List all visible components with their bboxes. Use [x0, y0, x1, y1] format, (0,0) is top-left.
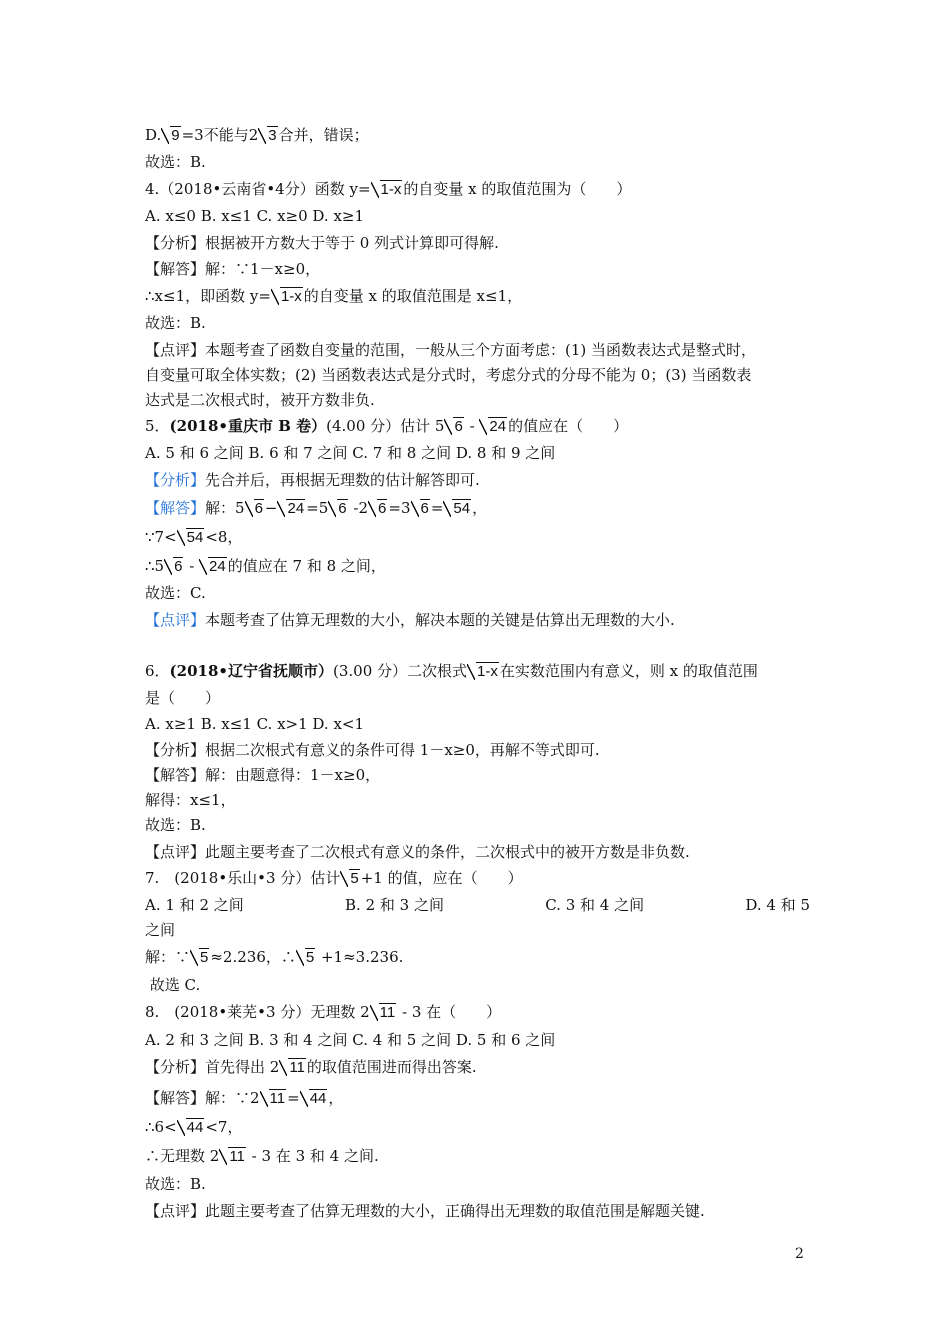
q7-answer: 故选 C. — [145, 976, 201, 994]
radicand: 6 — [254, 500, 263, 517]
text: ∴6< — [145, 1118, 177, 1136]
radicand: 44 — [186, 1119, 204, 1136]
q6-analysis: 【分析】根据二次根式有意义的条件可得 1－x≥0，再解不等式即可. — [145, 741, 600, 759]
text: 6． — [145, 662, 170, 680]
tag: 【解答】 — [145, 499, 206, 517]
q5-comment — [145, 610, 675, 630]
radicand: 11 — [379, 1004, 396, 1021]
q8-answer: 故选：B. — [145, 1175, 206, 1193]
text: D. — [145, 126, 162, 144]
radicand: 5 — [305, 949, 315, 966]
text: 5． — [145, 417, 170, 435]
text: 合并，错误； — [278, 126, 369, 144]
radicand: 6 — [338, 500, 347, 517]
radicand: 1-x — [280, 288, 302, 305]
source-label: (2018•辽宁省抚顺市） — [169, 662, 333, 680]
text: (3.00 分）二次根式 — [332, 662, 468, 680]
sqrt — [199, 556, 227, 577]
text: − — [264, 499, 278, 517]
sqrt — [219, 1146, 246, 1167]
q4-analysis: 【分析】根据被开方数大于等于 0 列式计算即可得解. — [145, 234, 499, 252]
sqrt — [479, 416, 507, 437]
text: <8， — [205, 528, 243, 546]
text: 的自变量 x 的取值范围为（ ） — [403, 180, 632, 198]
sqrt — [164, 556, 183, 577]
radicand: 54 — [453, 500, 471, 517]
text: =3 — [388, 499, 411, 517]
line-d — [145, 125, 369, 146]
sqrt — [340, 868, 359, 889]
text: 的值应在（ ） — [508, 417, 629, 435]
q5-title — [145, 416, 628, 437]
radicand: 11 — [289, 1059, 305, 1076]
q7-options — [145, 895, 810, 915]
option-c: C. 3 和 4 之间 — [545, 896, 645, 914]
q6-solution-2: 解得：x≤1， — [145, 791, 236, 809]
sqrt — [258, 125, 277, 146]
text: -2 — [348, 499, 369, 517]
text: ∵7< — [145, 528, 177, 546]
radicand: 5 — [350, 870, 359, 887]
sqrt — [296, 947, 315, 968]
q4-title — [145, 179, 631, 200]
text: 7. (2018•乐山•3 分）估计 — [145, 869, 341, 887]
sqrt — [271, 286, 303, 307]
q8-solution — [145, 1088, 343, 1109]
text: +1≈3.236. — [316, 948, 404, 966]
q7-title — [145, 868, 523, 889]
sqrt — [279, 1057, 306, 1078]
tag: 【点评】 — [145, 611, 206, 629]
sqrt — [368, 498, 387, 519]
radicand: 3 — [268, 127, 277, 144]
text: 【分析】首先得出 2 — [145, 1058, 280, 1076]
q4-answer: 故选：B. — [145, 314, 206, 332]
text: 的值应在 7 和 8 之间， — [227, 557, 386, 575]
text: 的取值范围进而得出答案. — [306, 1058, 477, 1076]
q7-solution — [145, 947, 403, 968]
radicand: 5 — [200, 949, 209, 966]
q4-comment-1: 【点评】本题考查了函数自变量的范围，一般从三个方面考虑：(1) 当函数表达式是整式时， — [145, 341, 757, 359]
radicand: 6 — [420, 500, 429, 517]
q8-step-2 — [145, 1117, 242, 1138]
q6-title-cont: 是（ ） — [145, 689, 221, 707]
q7-options-cont: 之间 — [145, 921, 176, 939]
text: - — [184, 557, 200, 575]
radicand: 44 — [309, 1090, 327, 1107]
sqrt — [444, 416, 463, 437]
radicand: 24 — [209, 558, 226, 575]
q5-analysis — [145, 470, 480, 490]
q4-solution-step — [145, 286, 522, 307]
text: - 3 在 3 和 4 之间. — [246, 1147, 379, 1165]
text: - 3 在（ ） — [397, 1003, 502, 1021]
radicand: 1-x — [380, 181, 402, 198]
radicand: 54 — [186, 529, 204, 546]
text: ∴x≤1，即函数 y= — [145, 287, 271, 305]
q5-options: A. 5 和 6 之间 B. 6 和 7 之间 C. 7 和 8 之间 D. 8 和 9 之间 — [145, 444, 556, 462]
sqrt — [161, 125, 180, 146]
sqrt — [370, 1002, 397, 1023]
q8-analysis — [145, 1057, 477, 1078]
sqrt — [245, 498, 264, 519]
q4-options: A. x≤0 B. x≤1 C. x≥0 D. x≥1 — [145, 207, 365, 225]
text: ∴无理数 2 — [145, 1147, 220, 1165]
text: 在实数范围内有意义，则 x 的取值范围 — [499, 662, 758, 680]
text: 【解答】解：∵2 — [145, 1089, 260, 1107]
text: =3不能与2 — [181, 126, 259, 144]
sqrt — [371, 179, 403, 200]
q8-options: A. 2 和 3 之间 B. 3 和 4 之间 C. 4 和 5 之间 D. 5 和 6 之间 — [145, 1031, 556, 1049]
q6-solution: 【解答】解：由题意得：1－x≥0， — [145, 766, 381, 784]
sqrt — [467, 661, 499, 682]
source-label: (2018•重庆市 B 卷） — [169, 417, 327, 435]
option-a: A. 1 和 2 之间 — [145, 896, 244, 914]
page-number: 2 — [795, 1246, 804, 1262]
q4-solution: 【解答】解：∵1－x≥0， — [145, 260, 321, 278]
q4-comment-3: 达式是二次根式时，被开方数非负. — [145, 391, 375, 409]
text: =5 — [306, 499, 329, 517]
text: ∴5 — [145, 557, 165, 575]
option-b: B. 2 和 3 之间 — [345, 896, 444, 914]
radicand: 6 — [454, 418, 463, 435]
sqrt — [277, 498, 305, 519]
text: 解：5 — [205, 499, 245, 517]
q6-comment: 【点评】此题主要考查了二次根式有意义的条件，二次根式中的被开方数是非负数. — [145, 843, 690, 861]
radicand: 1-x — [477, 663, 498, 680]
text: 4.（2018•云南省•4分）函数 y= — [145, 180, 371, 198]
q5-step-2 — [145, 527, 242, 548]
radicand: 24 — [489, 418, 507, 435]
sqrt — [260, 1088, 287, 1109]
sqrt — [177, 527, 205, 548]
text: = — [287, 1089, 300, 1107]
text: (4.00 分）估计 5 — [326, 417, 445, 435]
text: +1 的值，应在（ ） — [360, 869, 523, 887]
text: 8. (2018•莱芜•3 分）无理数 2 — [145, 1003, 370, 1021]
q4-comment-2: 自变量可取全体实数；(2) 当函数表达式是分式时，考虑分式的分母不能为 0；(3) 当函数表 — [145, 366, 752, 384]
sqrt — [190, 947, 209, 968]
q5-answer: 故选：C. — [145, 584, 206, 602]
text: ， — [472, 499, 488, 517]
sqrt — [177, 1117, 205, 1138]
q8-comment: 【点评】此题主要考查了估算无理数的大小，正确得出无理数的取值范围是解题关键. — [145, 1202, 705, 1220]
q6-options: A. x≥1 B. x≤1 C. x>1 D. x<1 — [145, 715, 365, 733]
radicand: 6 — [174, 558, 183, 575]
radicand: 6 — [378, 500, 387, 517]
text: 解：∵ — [145, 948, 191, 966]
sqrt — [328, 498, 347, 519]
q5-solution — [145, 498, 487, 519]
text: 本题考查了估算无理数的大小，解决本题的关键是估算出无理数的大小. — [205, 611, 675, 629]
text: ≈2.236，∴ — [210, 948, 296, 966]
sqrt — [300, 1088, 328, 1109]
text: ， — [328, 1089, 344, 1107]
radicand: 11 — [269, 1090, 286, 1107]
text: <7， — [205, 1118, 243, 1136]
q6-title — [145, 661, 758, 682]
answer: 故选：B. — [145, 153, 206, 171]
radicand: 24 — [287, 500, 305, 517]
q5-step-3 — [145, 556, 386, 577]
q8-title — [145, 1002, 501, 1023]
text: - — [464, 417, 480, 435]
text: 的自变量 x 的取值范围是 x≤1， — [303, 287, 523, 305]
text: 先合并后，再根据无理数的估计解答即可. — [205, 471, 480, 489]
tag: 【分析】 — [145, 471, 206, 489]
option-d: D. 4 和 5 — [745, 896, 810, 914]
sqrt — [443, 498, 471, 519]
radicand: 11 — [229, 1148, 245, 1165]
q6-answer: 故选：B. — [145, 816, 206, 834]
q8-step-3 — [145, 1146, 379, 1167]
text: = — [430, 499, 444, 517]
radicand: 9 — [171, 127, 180, 144]
sqrt — [411, 498, 430, 519]
